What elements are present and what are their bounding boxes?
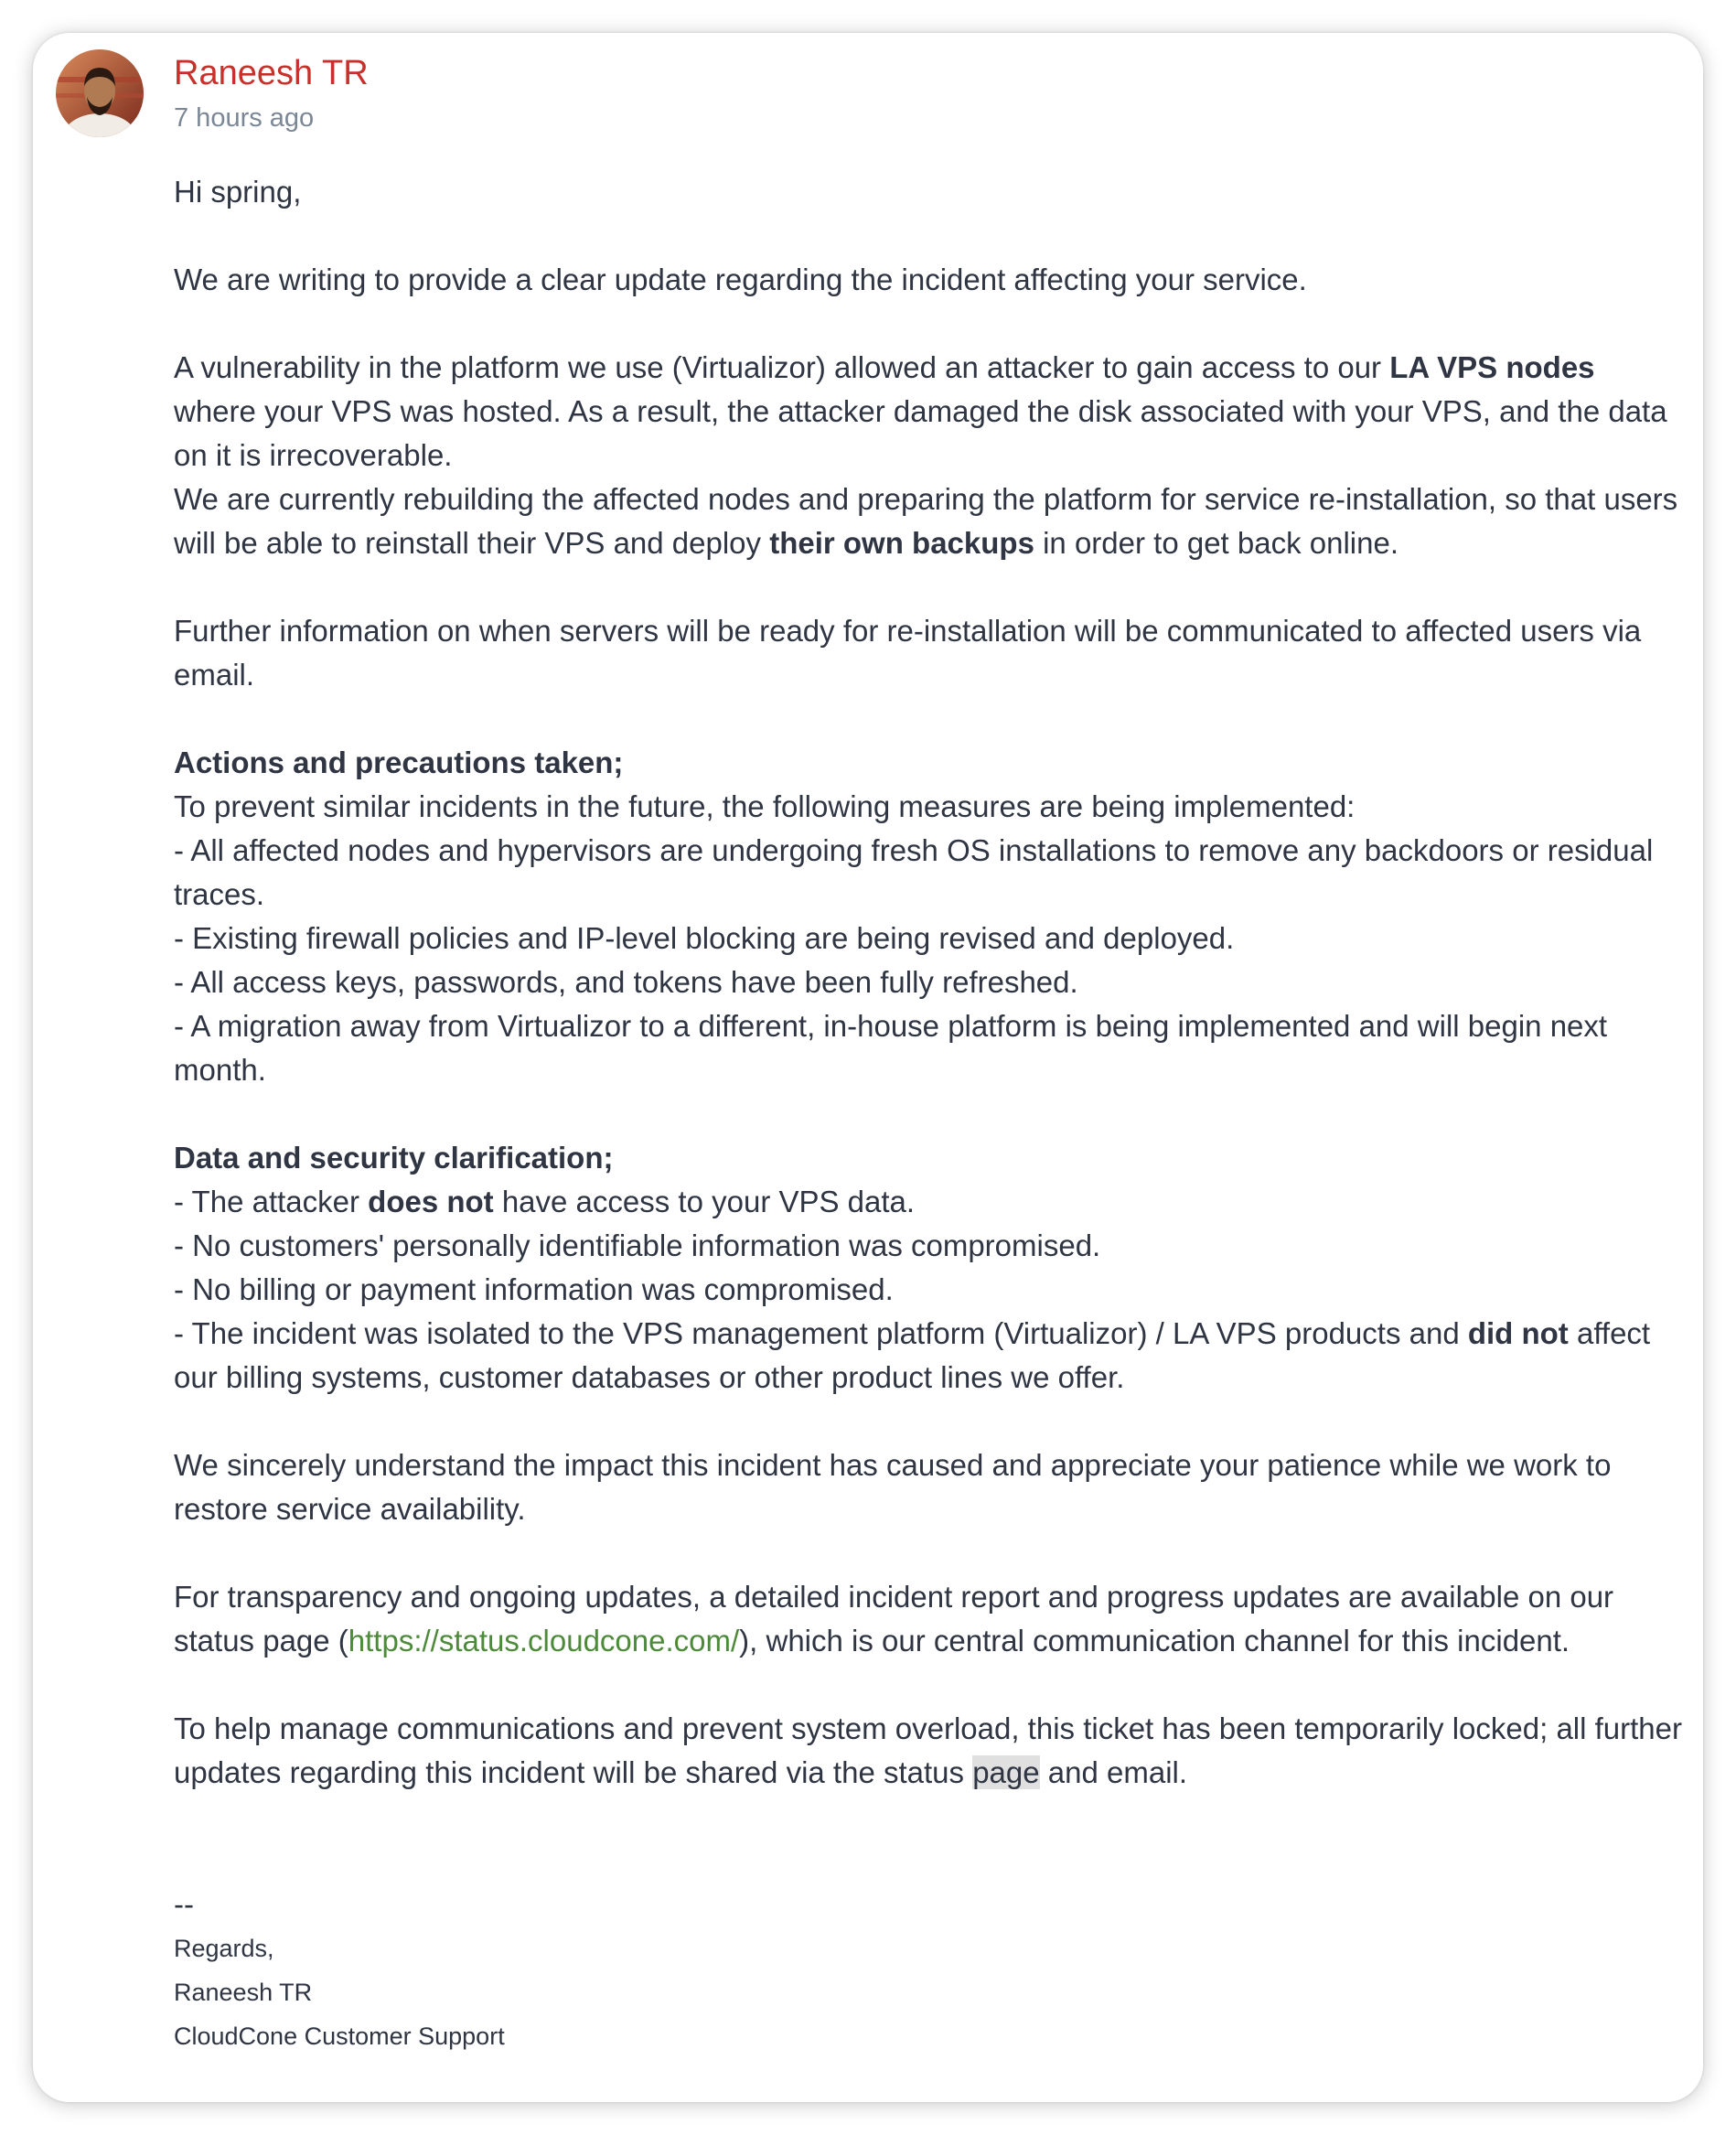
data-security-heading: Data and security clarification; bbox=[174, 1141, 614, 1175]
status-page-link[interactable]: https://status.cloudcone.com/ bbox=[348, 1624, 740, 1658]
data-item: - The incident was isolated to the VPS management platform (Virtualizor) / LA VPS products and did not affect our billing systems, customer databases or other product lines we offer. bbox=[174, 1316, 1651, 1394]
intro-paragraph: We are writing to provide a clear update regarding the incident affecting your service. bbox=[174, 263, 1307, 296]
action-item: - A migration away from Virtualizor to a different, in-house platform is being implemented and will begin next month. bbox=[174, 1009, 1608, 1087]
signature-separator: -- bbox=[174, 1887, 194, 1921]
data-item: - The attacker does not have access to your VPS data. bbox=[174, 1185, 916, 1218]
message-body bbox=[174, 170, 1683, 2058]
author-avatar[interactable] bbox=[56, 49, 144, 137]
actions-intro: To prevent similar incidents in the future, the following measures are being implemented: bbox=[174, 789, 1356, 823]
avatar-image bbox=[56, 49, 144, 137]
apology-paragraph: We sincerely understand the impact this incident has caused and appreciate your patience while we work to restore service availability. bbox=[174, 1448, 1612, 1526]
actions-heading: Actions and precautions taken; bbox=[174, 746, 624, 779]
further-info-paragraph: Further information on when servers will be ready for re-installation will be communicated to affected users via email. bbox=[174, 614, 1642, 692]
signature-team: CloudCone Customer Support bbox=[174, 2022, 505, 2050]
ticket-reply-card bbox=[33, 33, 1703, 2102]
data-item: - No customers' personally identifiable information was compromised. bbox=[174, 1228, 1101, 1262]
action-item: - All access keys, passwords, and tokens have been fully refreshed. bbox=[174, 965, 1078, 999]
highlighted-word: page bbox=[972, 1755, 1040, 1789]
status-paragraph: For transparency and ongoing updates, a detailed incident report and progress updates are available on our status page (https://status.cloudcone.com/), which is our central communication channel for this incident. bbox=[174, 1580, 1614, 1658]
author-name[interactable]: Raneesh TR bbox=[174, 54, 369, 92]
action-item: - All affected nodes and hypervisors are undergoing fresh OS installations to remove any backdoors or residual traces. bbox=[174, 833, 1654, 911]
action-item: - Existing firewall policies and IP-level blocking are being revised and deployed. bbox=[174, 921, 1235, 955]
locked-notice-paragraph: To help manage communications and prevent system overload, this ticket has been temporarily locked; all further updates regarding this incident will be shared via the status page and email. bbox=[174, 1711, 1683, 1789]
greeting: Hi spring, bbox=[174, 175, 302, 209]
signature-regards: Regards, bbox=[174, 1935, 274, 1962]
rebuild-paragraph: We are currently rebuilding the affected nodes and preparing the platform for service re-installation, so that users will be able to reinstall their VPS and deploy their own backups in order to get back online. bbox=[174, 482, 1678, 560]
vulnerability-paragraph: A vulnerability in the platform we use (Virtualizor) allowed an attacker to gain access to our LA VPS nodes where your VPS was hosted. As a result, the attacker damaged the disk associated with your VPS, and the data on it is irrecoverable. bbox=[174, 350, 1667, 472]
signature-name: Raneesh TR bbox=[174, 1979, 313, 2006]
message-timestamp: 7 hours ago bbox=[174, 103, 315, 133]
data-item: - No billing or payment information was compromised. bbox=[174, 1272, 894, 1306]
